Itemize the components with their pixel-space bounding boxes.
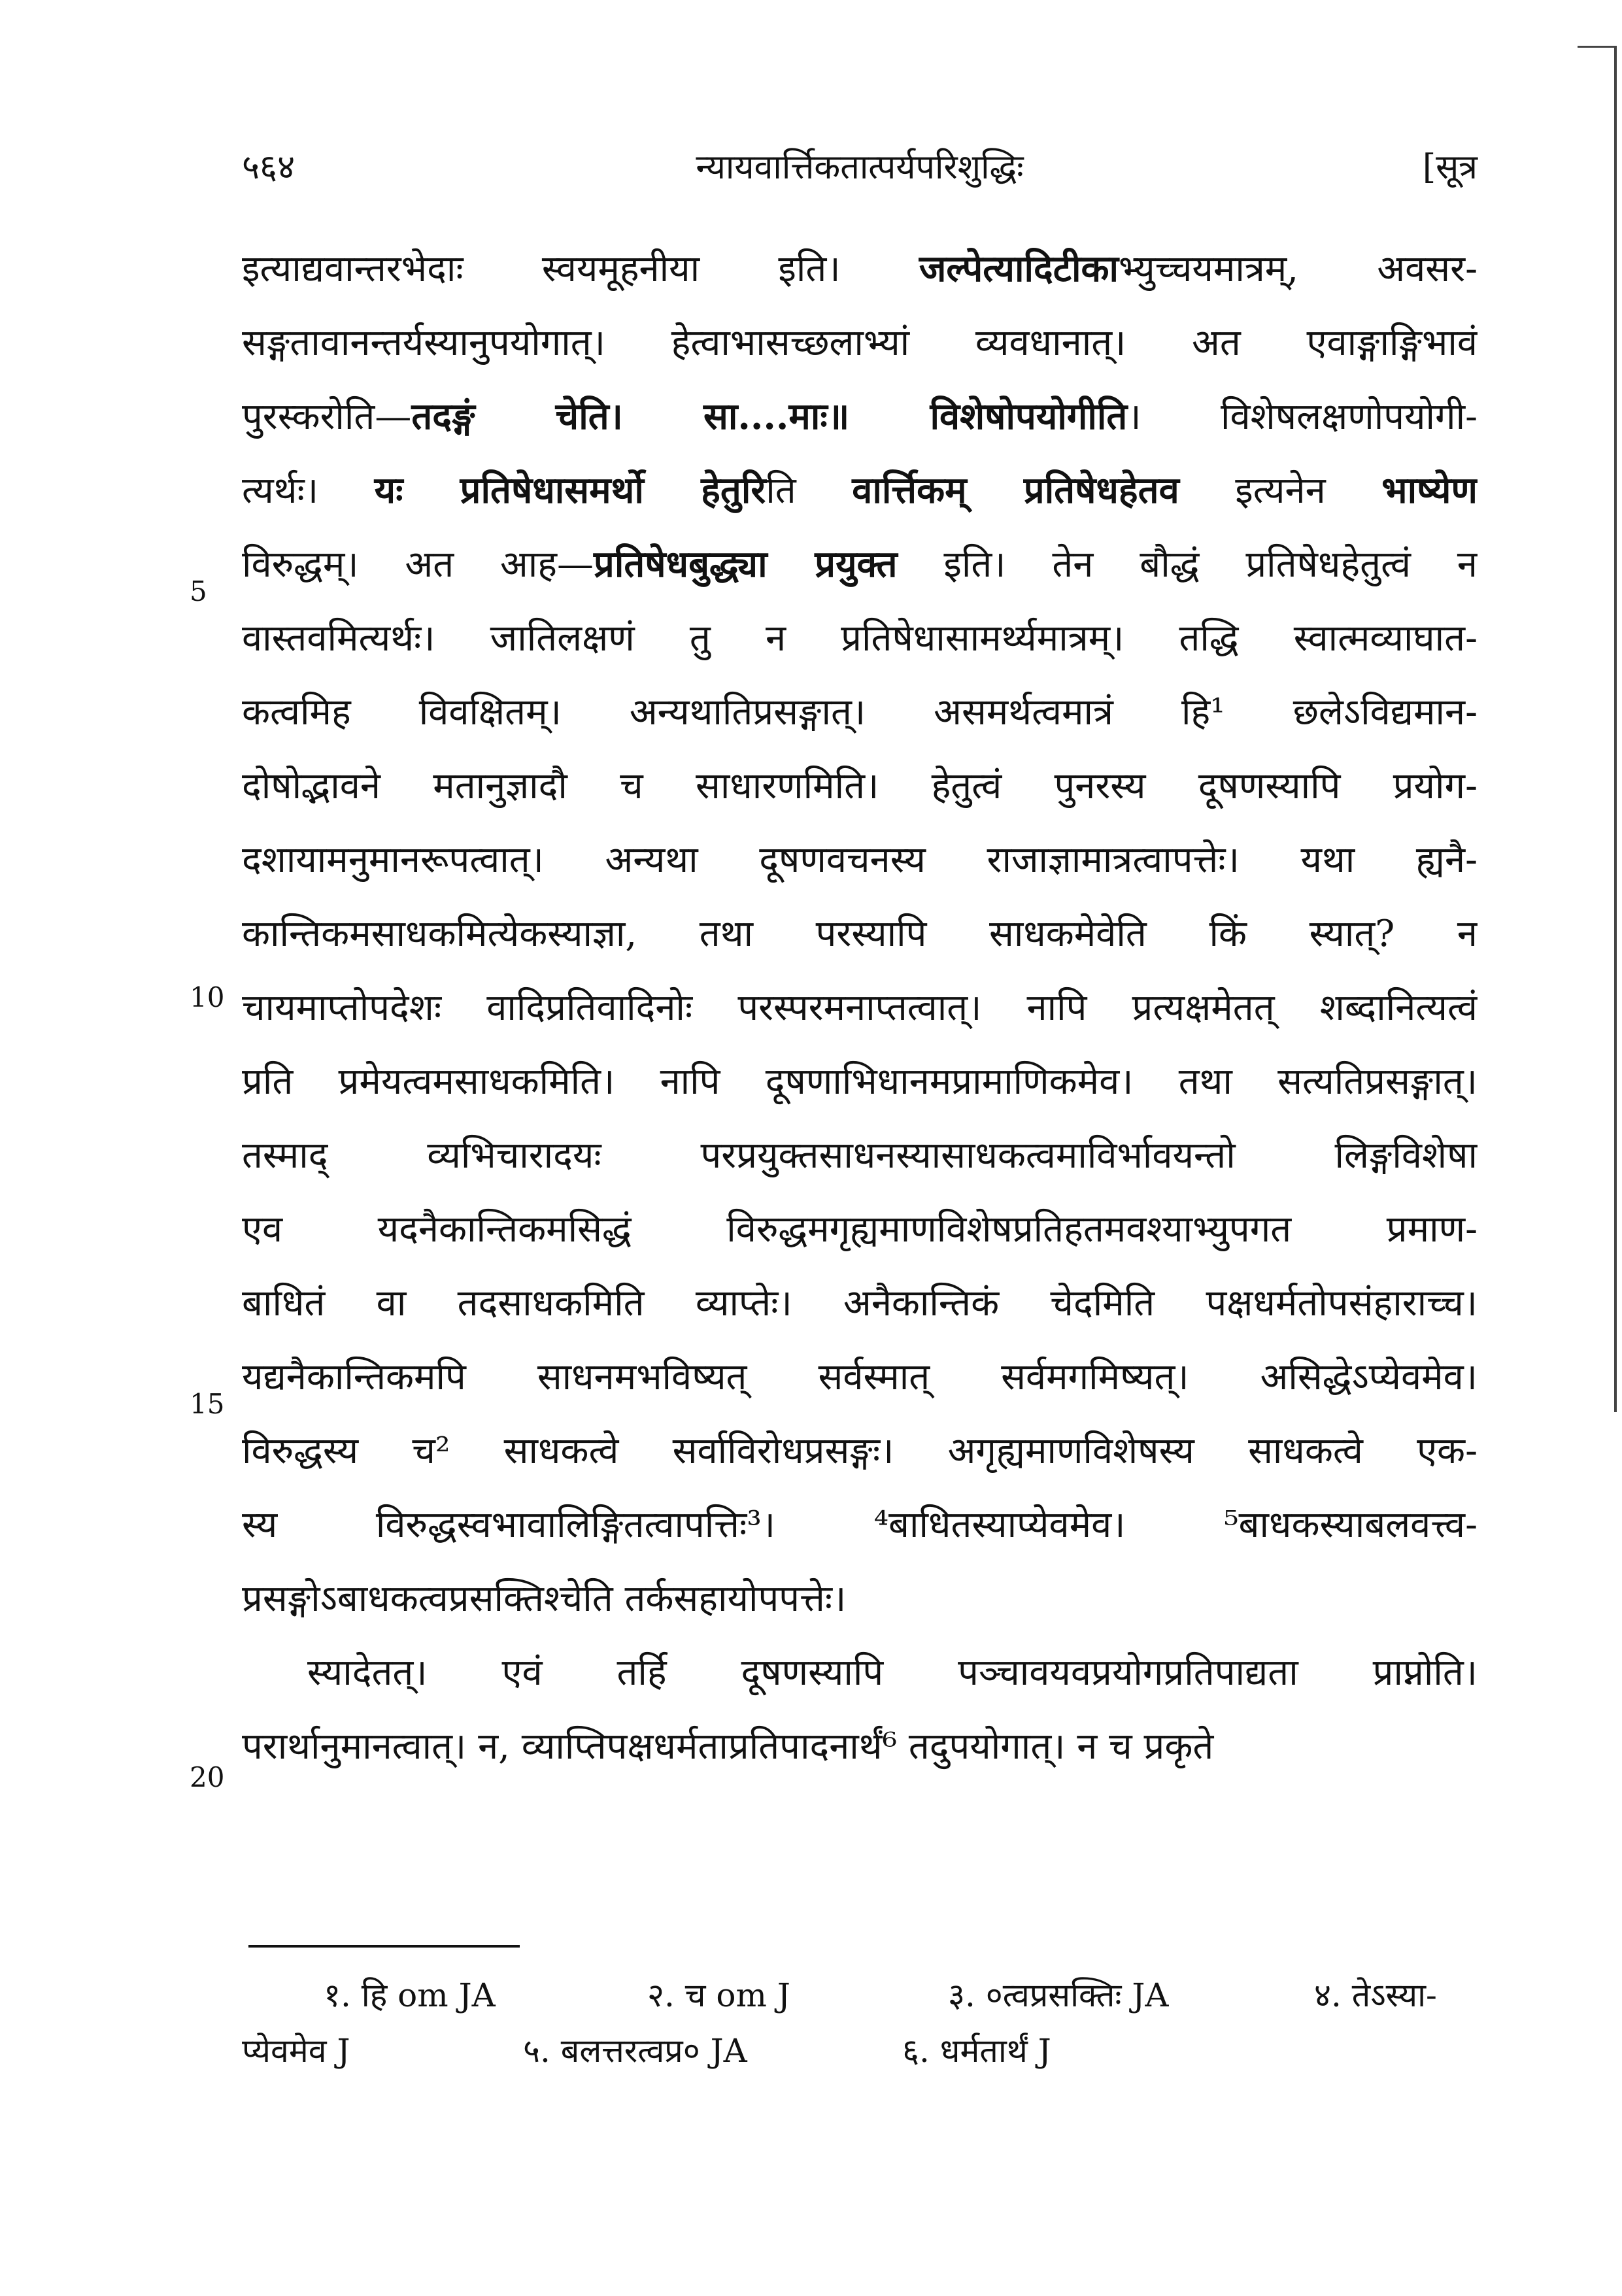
footnotes [242, 1968, 1478, 2079]
text-line [242, 1414, 1478, 1488]
text-span: इत्याद्यवान्तरभेदाः स्वयमूहनीया इति। [242, 248, 919, 290]
page-header [242, 143, 1478, 195]
text-line [242, 1119, 1478, 1192]
text-span: वास्तवमित्यर्थः। जातिलक्षणं तु न प्रतिषेधासामर्थ्यमात्रम्। तद्धि स्वात्मव्याघात- [242, 617, 1478, 660]
text-span: त्यर्थः। [242, 469, 375, 512]
main-text [242, 232, 1478, 1783]
line-number: 15 [190, 1388, 225, 1420]
line-number: 10 [190, 981, 225, 1013]
text-span: ति [766, 469, 853, 512]
text-line [242, 971, 1478, 1045]
page-edge-line [1614, 46, 1617, 1412]
text-span: कान्तिकमसाधकमित्येकस्याज्ञा, तथा परस्यापि साधकमेवेति किं स्यात्? न [242, 913, 1478, 955]
text-line [242, 1710, 1478, 1783]
footnote-3: ३. ०त्वप्रसक्तिः JA [948, 1976, 1169, 2014]
footnote-row [242, 1968, 1478, 2023]
text-line [242, 1340, 1478, 1414]
text-line [242, 380, 1478, 454]
running-title: न्यायवार्त्तिकतात्पर्यपरिशुद्धिः [696, 148, 1024, 187]
text-span: चायमाप्तोपदेशः वादिप्रतिवादिनोः परस्परमनाप्तत्वात्। नापि प्रत्यक्षमेतत् शब्दानित्यत्वं [242, 987, 1478, 1029]
page-number: ५६४ [242, 148, 296, 187]
footnote-4-cont: प्येवमेव J [242, 2032, 350, 2070]
text-line [242, 749, 1478, 823]
text-line [242, 306, 1478, 380]
text-span: इत्यनेन [1179, 469, 1382, 512]
bold-text: तदङ्गं चेति। सा....माः॥ विशेषोपयोगीति [411, 395, 1128, 438]
text-span: दोषोद्भावने मतानुज्ञादौ च साधारणमिति। हेतुत्वं पुनरस्य दूषणस्यापि प्रयोग- [242, 765, 1478, 807]
footnote-1: १. हि om JA [324, 1976, 496, 2014]
bold-text: भाष्येण [1381, 469, 1478, 512]
text-span: दशायामनुमानरूपत्वात्। अन्यथा दूषणवचनस्य राजाज्ञामात्रत्वापत्तेः। यथा ह्यनै- [242, 839, 1478, 881]
text-line [242, 1192, 1478, 1266]
line-number: 5 [190, 575, 207, 607]
footnote-2: २. च om J [647, 1976, 790, 2014]
text-line [242, 823, 1478, 897]
footnote-row [242, 2023, 1478, 2079]
text-line [242, 232, 1478, 306]
text-line [242, 528, 1478, 601]
bold-text: प्रतिषेधबुद्ध्या प्रयुक्त [593, 543, 898, 586]
text-line [242, 675, 1478, 749]
footnote-6: ६. धर्मतार्थं J [902, 2032, 1051, 2070]
text-line [242, 1266, 1478, 1340]
text-span: इति। तेन बौद्धं प्रतिषेधहेतुत्वं न [897, 543, 1478, 586]
text-span: एव यदनैकान्तिकमसिद्धं विरुद्धमगृह्यमाणविशेषप्रतिहतमवश्याभ्युपगत प्रमाण- [242, 1208, 1478, 1251]
text-line [242, 1636, 1478, 1710]
text-span: यद्यनैकान्तिकमपि साधनमभविष्यत् सर्वस्मात् सर्वमगमिष्यत्। असिद्धेऽप्येवमेव। [242, 1356, 1478, 1398]
footnote-rule [248, 1945, 520, 1948]
page-edge-tick [1578, 46, 1617, 48]
text-line [242, 1562, 1478, 1636]
bold-text: वार्त्तिकम् प्रतिषेधहेतव [852, 469, 1179, 512]
text-line [242, 897, 1478, 971]
bold-text: यः प्रतिषेधासमर्थो हेतुरि [374, 469, 766, 512]
text-span: स्यादेतत्। एवं तर्हि दूषणस्यापि पञ्चावयवप्रयोगप्रतिपाद्यता प्राप्नोति। [307, 1651, 1478, 1694]
text-span: । विशेषलक्षणोपयोगी- [1127, 396, 1478, 438]
line-number: 20 [190, 1761, 225, 1793]
text-span: कत्वमिह विवक्षितम्। अन्यथातिप्रसङ्गात्। असमर्थत्वमात्रं हि¹ छलेऽविद्यमान- [242, 691, 1478, 734]
text-line [242, 1488, 1478, 1562]
text-span: सङ्गतावानन्तर्यस्यानुपयोगात्। हेत्वाभासच्छलाभ्यां व्यवधानात्। अत एवाङ्गाङ्गिभावं [242, 322, 1478, 364]
text-span: विरुद्धम्। अत आह— [242, 543, 594, 586]
text-span: स्य विरुद्धस्वभावालिङ्गितत्वापत्तिः³। ⁴बाधितस्याप्येवमेव। ⁵बाधकस्याबलवत्त्व- [242, 1504, 1478, 1546]
text-line [242, 1045, 1478, 1119]
text-span: विरुद्धस्य च² साधकत्वे सर्वाविरोधप्रसङ्गः। अगृह्यमाणविशेषस्य साधकत्वे एक- [242, 1430, 1478, 1472]
footnote-5: ५. बलत्तरत्वप्र० JA [523, 2032, 747, 2070]
text-span: पुरस्करोति— [242, 396, 412, 438]
text-span: भ्युच्चयमात्रम्, अवसर- [1118, 248, 1478, 290]
text-span: तस्माद् व्यभिचारादयः परप्रयुक्तसाधनस्यासाधकत्वमाविर्भावयन्तो लिङ्गविशेषा [242, 1134, 1478, 1177]
text-span: बाधितं वा तदसाधकमिति व्याप्तेः। अनैकान्तिकं चेदमिति पक्षधर्मतोपसंहाराच्च। [242, 1282, 1478, 1325]
bold-text: जल्पेत्यादिटीका [919, 247, 1119, 290]
text-span: प्रसङ्गोऽबाधकत्वप्रसक्तिश्चेति तर्कसहायोपपत्तेः। [242, 1578, 847, 1620]
text-line [242, 601, 1478, 675]
text-span: प्रति प्रमेयत्वमसाधकमिति। नापि दूषणाभिधानमप्रामाणिकमेव। तथा सत्यतिप्रसङ्गात्। [242, 1060, 1478, 1103]
text-line [242, 454, 1478, 528]
footnote-4: ४. तेऽस्या- [1314, 1976, 1437, 2014]
section-label: [सूत्र [1422, 148, 1478, 187]
text-span: परार्थानुमानत्वात्। न, व्याप्तिपक्षधर्मताप्रतिपादनार्थं⁶ तदुपयोगात्। न च प्रकृते [242, 1725, 1214, 1768]
